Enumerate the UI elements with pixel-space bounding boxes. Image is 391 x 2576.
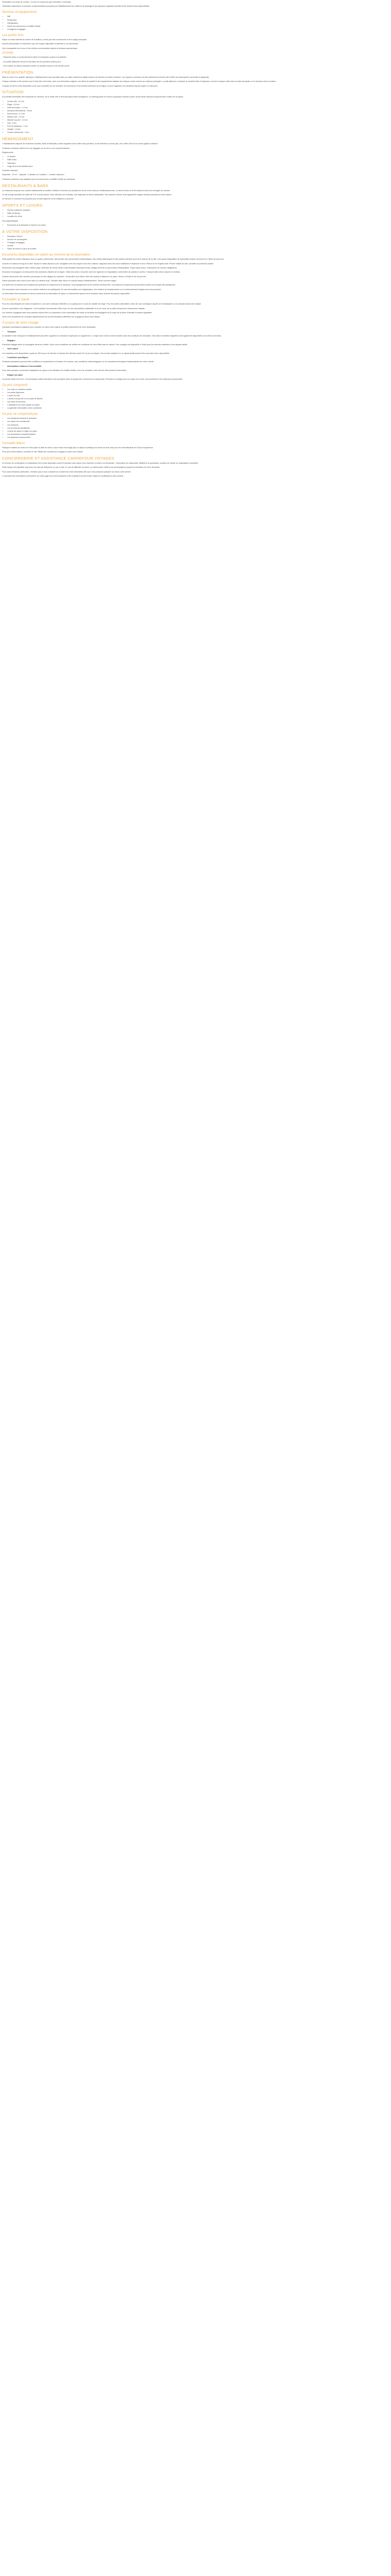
- presentation-heading: PRÉSENTATION: [2, 70, 34, 75]
- item-title: Bagages: [7, 339, 15, 342]
- paragraph: Pour les ressortissants de l'Union européenne, une carte nationale d'identité ou un passeport en cours de validité est exigé. Pour les autres nationalités, merci de vous renseigner auprès de l'ambassade ou du consulat avant votre départ.: [2, 303, 202, 306]
- apropos-list: [2, 348, 385, 350]
- intro-text: Description à la prise de contact : Ce prix ne comprend pas l'animateur Concierge.: [2, 1, 72, 3]
- item-title: Informations relatives à l'accessibilité: [7, 365, 42, 367]
- list-item: • Port de plaisance : 1 km: [7, 125, 385, 128]
- list-item: [7, 365, 385, 368]
- list-item: • Centre commercial : 3 km: [7, 131, 385, 134]
- sports-list: [2, 209, 385, 218]
- list-item: • Consigne à bagages: [7, 242, 385, 244]
- paragraph: Les chambres sont disponibles à partir de 15h le jour de l'arrivée et doivent être libérées avant 11h le jour du départ. Une arrivée anticipée ou un départ tardif peuvent être accordés selon disponibilité.: [2, 352, 170, 354]
- list-item: [7, 374, 385, 377]
- distances-list: [2, 100, 385, 134]
- list-item: • Laverie: [7, 245, 385, 247]
- paragraph: L'équipe se tient à votre disposition pour vous conseiller sur les activités, les excursions et les bonnes adresses de la région, et pour organiser vos transferts depuis la gare ou l'aéroport.: [2, 84, 158, 87]
- list-item: • Salle d'eau: [7, 159, 385, 161]
- list-item: • Wifi: [7, 15, 385, 18]
- services-list: [2, 15, 385, 30]
- equipment-list: [2, 156, 385, 167]
- list-item: • Consignes à bagages: [7, 28, 385, 31]
- list-item: • Hôpital : 2,5 km: [7, 128, 385, 131]
- list-item: • Marché couvert : 0,3 km: [7, 119, 385, 122]
- paragraph: Journée découverte des marchés provençaux et des villages de caractère. Temps libre pour flâner, faire des achats et déjeuner sur place. Retour à l'hôtel en fin de journée.: [2, 275, 146, 278]
- sports-paid-list: [2, 224, 385, 227]
- list-item: • Arrêt de bus : 0,1 km: [7, 113, 385, 115]
- paragraph: À proximité immédiate des transports en commun, de la vieille ville et des principaux sites touristiques. Un parking public se trouve à quelques minutes à pied. Accès facile depuis les grands axes routiers de la région.: [2, 96, 184, 98]
- restaurants-heading: RESTAURANTS & BARS: [2, 183, 48, 188]
- list-item: • L'assistance de notre équipe sur place: [7, 404, 385, 406]
- list-item: • Golf : 6 km: [7, 122, 385, 125]
- paragraph: Pour plus d'informations, consultez le site officiel des conseils aux voyageurs avant votre départ.: [2, 451, 84, 453]
- disposition-list: [2, 235, 385, 250]
- paragraph: - Les petits déjeuners servis en terrasse dès les premiers beaux jours.: [2, 60, 61, 63]
- list-item: • Salle de fitness: [7, 212, 385, 215]
- list-item: • Piscine extérieure chauffée: [7, 209, 385, 212]
- paragraph: Certaines chambres offrent une vue dégagée sur la mer ou sur le jardin intérieur.: [2, 147, 70, 149]
- paragraph: Le restaurant propose une cuisine traditionnelle et créative mettant à l'honneur les produits du terroir et les saveurs méditerranéennes. La carte évolue au fil des saisons selon les arrivages du marché.: [2, 189, 171, 192]
- paragraph: Certaines chambres sont adaptées pour les personnes à mobilité réduite sur demande.: [2, 178, 76, 180]
- paragraph: Le bar lounge accueille les hôtes de 17h à minuit autour d'une sélection de cocktails, vins régionaux et bières artisanales. Des soirées à thème sont organisées chaque semaine pendant la haute saison.: [2, 193, 172, 196]
- list-item: • Les taxes de services: [7, 401, 385, 403]
- list-item: • Linge de lit et de toilette fourni: [7, 165, 385, 168]
- paragraph: L'établissement dispose de chambres doubles, twins et familiales, toutes équipées d'une salle d'eau privative, d'une télévision à écran plat, d'un coffre-fort et d'un accès gratuit à internet.: [2, 143, 158, 145]
- list-item: • Télévision: [7, 162, 385, 165]
- paragraph: Certaines prestations peuvent être modifiées ou suspendues en fonction de la saison, des conditions météorologiques ou de contraintes techniques indépendantes de notre volonté.: [2, 361, 154, 363]
- list-item: • Plage : 0,5 km: [7, 104, 385, 106]
- paragraph: La réservation des excursions se fait au moment de la réservation du séjour ou directement auprès de la réception dans la limite des places disponibles.: [2, 293, 131, 295]
- list-item: • Les transports aériens et terrestres: [7, 417, 385, 420]
- sports-heading: SPORTS ET LOISIRS: [2, 203, 43, 208]
- item-title: Transport: [7, 330, 17, 333]
- paragraph: Quelques informations pratiques pour préparer au mieux votre séjour et profiter pleinement de votre destination.: [2, 326, 96, 329]
- paragraph: Randonnée accompagnée dans l'arrière-pays. Itinéraire de niveau facile à intermédiaire traversant forêts, villages perchés et panoramas remarquables. Pique-nique inclus. Chaussures de marche obligatoires.: [2, 266, 177, 269]
- situation-heading: SITUATION: [2, 90, 24, 95]
- formalites-heading: Formalités & Santé: [2, 298, 29, 302]
- paragraph: Chaque chambre a été pensée pour le bien-être des hôtes, avec une décoration soignée, une literie de qualité et des équipements adaptés aux séjours courts comme aux séjours prolongés. Le petit déjeuner, composé de produits frais et régionaux, est servi chaque matin dans la salle principale ou en terrasse selon la saison.: [2, 80, 276, 83]
- paragraph: Chambre standard: [2, 169, 18, 172]
- list-item: • Aéroport international : 18 km: [7, 110, 385, 112]
- highlights-heading: Les points forts: [2, 33, 24, 37]
- paragraph: - Séjourner dans un environnement calme et verdoyant, propice à la détente.: [2, 56, 67, 59]
- list-item: [7, 348, 385, 350]
- paying-note: Non payant/payant: [2, 219, 18, 222]
- paragraph: Pour toute question concernant l'adaptation du séjour à une situation de mobilité réduite, merci de contacter notre service client avant la réservation.: [2, 369, 127, 372]
- paragraph: Le transfert entre l'aéroport et l'établissement peut être organisé sur demande moyennant un supplément. Le trajet dure environ trente minutes selon les conditions de circulation. Des taxis et navettes régulières sont également disponibles à la sortie du terminal.: [2, 335, 222, 337]
- item-title: Budget sur place: [7, 374, 23, 376]
- list-item: [7, 340, 385, 342]
- list-item: • L'accès au wifi: [7, 395, 385, 397]
- list-item: • Les boissons: [7, 424, 385, 427]
- item-title: Conditions spécifiques: [7, 357, 28, 359]
- paragraph: Visite guidée du centre historique avec un guide conférencier. Découverte des monuments emblématiques, des ruelles pittoresques et des places animées qui font le charme de la ville. Une pause dégustation de spécialités locales est prévue en milieu de parcours.: [2, 258, 224, 261]
- hebergement-heading: HÉBERGEMENT: [2, 137, 34, 142]
- paragraph: Les mineurs voyageant sans leurs parents doivent être en possession d'une autorisation de sortie du territoire accompagnée de la copie de la pièce d'identité du parent signataire.: [2, 311, 153, 314]
- list-item: • Lit double: [7, 156, 385, 158]
- paragraph: Un service en chambre est proposé pour le petit déjeuner et les collations en journée.: [2, 198, 74, 200]
- product-page: [0, 0, 387, 482]
- list-item: [7, 357, 385, 359]
- conciergerie-heading: CONCIERGERIE ET ASSISTANCE CARREFOUR VOYAGES: [2, 456, 115, 461]
- list-item: • L'accès à la piscine et à la salle de fitness: [7, 398, 385, 400]
- list-item: • Les excursions facultatives: [7, 427, 385, 430]
- list-item: • Service de conciergerie: [7, 239, 385, 241]
- paragraph: Aucune vaccination n'est obligatoire. Il est toutefois recommandé d'être à jour de ses vaccinations habituelles et de se munir de la carte européenne d'assurance maladie.: [2, 307, 145, 310]
- paragraph: Excursion œnologique à la découverte des domaines viticoles de la région. Visite des caves, rencontre avec les vignerons et dégustation commentée de plusieurs cuvées. Transport aller-retour assuré en minibus.: [2, 271, 181, 274]
- apropos-list: [2, 365, 385, 368]
- paragraph: Soirée spectacle avec dîner inclus dans un cabaret local. Transfert aller-retour en autocar depuis l'établissement. Tenue correcte exigée.: [2, 280, 117, 282]
- list-item: • Salon de lecture et jeux de société: [7, 248, 385, 250]
- intro-text-2: Tarification saisonnière et services complémentaires proposés par l'établissement aux visiteurs de passage et aux groupes organisés pendant toute l'année selon disponibilités.: [2, 5, 150, 8]
- paragraph: Ces excursions sont soumises à un nombre minimum de participants. En cas d'annulation par l'organisateur, une solution de remplacement ou le remboursement intégral vous sera proposé.: [2, 288, 161, 291]
- paragraph: - Une cuisine de saison préparée à partir de produits locaux et de circuits courts.: [2, 64, 70, 67]
- list-item: • Climatisation: [7, 22, 385, 25]
- list-item: • Location de vélos: [7, 215, 385, 218]
- list-item: • Les repas non mentionnés: [7, 420, 385, 423]
- paragraph: L'ensemble des informations présentées sur cette page sont communiquées à titre indicatif et peuvent faire l'objet de modifications sans préavis.: [2, 475, 124, 478]
- list-item: [7, 331, 385, 333]
- apropos-list: [2, 357, 385, 359]
- paragraph: Nous vous conseillons de consulter régulièrement les recommandations officielles aux voyageurs avant votre départ.: [2, 316, 101, 318]
- included-list: [2, 388, 385, 410]
- list-item: • Accès aux personnes à mobilité réduite: [7, 25, 385, 28]
- list-item: • Gare ferroviaire : 1,2 km: [7, 107, 385, 109]
- paragraph: Situé au cœur d'un quartier historique, l'établissement vous accueille dans un cadre chaleureux alliant charme de l'ancien et confort moderne. Les espaces communs ont été entièrement rénovés afin d'offrir une atmosphère conviviale et apaisante.: [2, 76, 209, 78]
- apropos-heading: À propos de votre voyage: [2, 321, 39, 325]
- included-heading: Ce prix comprend: [2, 383, 27, 387]
- list-item: • Restaurant: [7, 19, 385, 22]
- list-item: • La taxe de séjour à régler sur place: [7, 430, 385, 433]
- not-included-heading: Ce prix ne comprend pas: [2, 412, 38, 416]
- paragraph: Un service de conciergerie et d'assistance est à votre disposition avant et pendant votre séjour pour répondre à toutes vos demandes : réservation de restaurants, billetterie de spectacles, location de voiture ou organisation d'activités.: [2, 462, 199, 465]
- equipment-label: Équipements: [2, 151, 13, 154]
- apropos-list: [2, 374, 385, 377]
- list-item: • Les petits déjeuners: [7, 392, 385, 394]
- not-included-list: [2, 417, 385, 438]
- paragraph: Vue remarquable sur la mer et les collines environnantes depuis la terrasse panoramique.: [2, 47, 78, 49]
- formalite-maroc-heading: Formalité Maroc: [2, 441, 25, 445]
- list-item: • Réception 24h/24: [7, 235, 385, 238]
- paragraph: Superficie : 20 m² - Capacité : 2 adultes ou 2 adultes + 1 enfant maximum: [2, 174, 64, 176]
- paragraph: Journée en bateau le long de la côte. Départ le matin depuis le port, navigation vers les criques et les îles voisines, baignade dans des eaux cristallines et déjeuner à bord. Retour en fin d'après-midi. Prévoir maillot de bain, serviette et protection solaire.: [2, 262, 214, 265]
- on-aime-heading: ON AIME: [2, 52, 13, 55]
- list-item: • Excursions à la demande à réserver sur place: [7, 224, 385, 227]
- apropos-list: [2, 331, 385, 333]
- list-item: • Centre-ville : 0,2 km: [7, 100, 385, 103]
- paragraph: Franchise bagage selon la compagnie aérienne choisie. Nous vous conseillons de vérifier les conditions de votre billet avant le départ. Une consigne est disponible à l'hôtel pour les arrivées matinales et les départs tardifs.: [2, 343, 188, 346]
- apropos-list: [2, 340, 385, 342]
- paragraph: La devise locale est l'euro. Les principales cartes bancaires sont acceptées dans la plupart des commerces et restaurants. Prévoyez un budget pour les repas non inclus, les pourboires et les dépenses personnelles.: [2, 378, 183, 380]
- list-item: • Musée d'art : 0,4 km: [7, 116, 385, 118]
- services-heading: Services et équipements: [2, 10, 37, 14]
- paragraph: Pour toute demande particulière, n'hésitez pas à nous contacter au moment de votre réservation afin que nous puissions préparer au mieux votre arrivée.: [2, 470, 132, 473]
- list-item: • La garantie d'annulation selon conditions: [7, 407, 385, 410]
- paragraph: Accueil personnalisé et chaleureux par une équipe disponible et attentive à vos demandes.: [2, 43, 79, 45]
- list-item: • Les nuits en chambre double: [7, 388, 385, 391]
- paragraph: Notre équipe est joignable sept jours sur sept par téléphone ou par e-mail. En cas de difficulté sur place, un interlocuteur dédié vous accompagnera jusqu'à la résolution de votre demande.: [2, 466, 160, 469]
- paragraph: Séjour en toute sérénité au centre de la station, à deux pas des commerces et de la plage principale.: [2, 38, 87, 41]
- paragraph: Passeport valable au moins six mois après la date de retour. Aucun visa n'est exigé pour un séjour touristique de moins de trois mois pour les ressortissants de l'Union européenne.: [2, 446, 154, 449]
- list-item: • Les dépenses personnelles: [7, 436, 385, 439]
- item-title: Votre séjour: [7, 348, 19, 350]
- paragraph: Les tarifs des excursions sont indiqués par personne et comprennent le transport, l'accompagnement et les entrées mentionnées. Les boissons et dépenses personnelles restent à la charge des participants.: [2, 284, 176, 286]
- disposition-heading: À VOTRE DISPOSITION: [2, 229, 48, 234]
- list-item: • Les assurances complémentaires: [7, 433, 385, 436]
- excursions-heading: Excursions disponibles en option au moment de la réservation :: [2, 252, 92, 257]
